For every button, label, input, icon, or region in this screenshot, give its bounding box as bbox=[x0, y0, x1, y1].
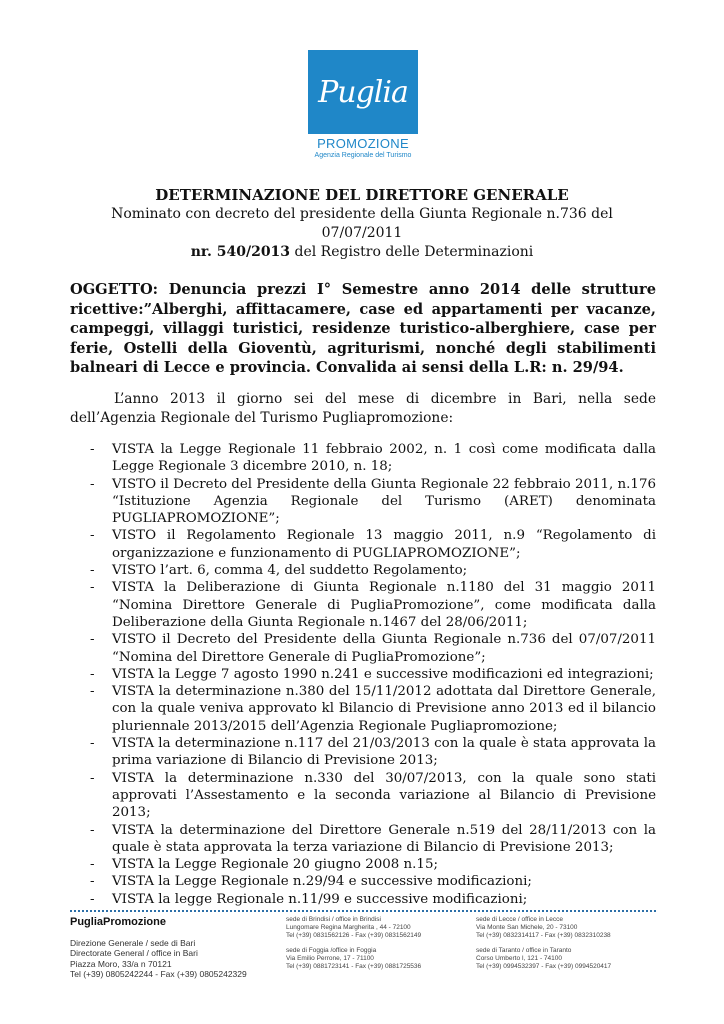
footer-line: sede di Brindisi / office in Brindisi bbox=[286, 916, 381, 923]
list-item: - VISTO il Regolamento Regionale 13 maggio 2011, n.9 “Regolamento di organizzazione e funzionamento di PUGLIAPROMOZIONE”; bbox=[70, 527, 656, 562]
list-item: - VISTA la determinazione n.117 del 21/03/2013 con la quale è stata approvata la prima variazione di Bilancio di Previsione 2013; bbox=[70, 735, 656, 770]
footer-line: Via Monte San Michele, 20 - 73100 bbox=[476, 923, 578, 931]
footer-line: Tel (+39) 0831562126 - Fax (+39) 0831562149 bbox=[286, 931, 422, 939]
footer-line: Tel (+39) 0805242244 - Fax (+39) 0805242329 bbox=[70, 969, 247, 980]
list-item: - VISTA la Legge Regionale 11 febbraio 2002, n. 1 così come modificata dalla Legge Regionale 3 dicembre 2010, n. 18; bbox=[70, 441, 656, 476]
logo-mark bbox=[308, 50, 418, 134]
list-item: - VISTA la Deliberazione di Giunta Regionale n.1180 del 31 maggio 2011 “Nomina Direttore Generale di PugliaPromozione”, come modificata dalla Deliberazione della Giunta Regionale n.1467 del 28/06/2011; bbox=[70, 579, 656, 631]
footer-line: Corso Umberto I, 121 - 74100 bbox=[476, 955, 562, 963]
list-item: - VISTA la legge Regionale n.11/99 e successive modificazioni; bbox=[70, 891, 656, 908]
list-item: - VISTA la determinazione n.380 del 15/11/2012 adottata dal Direttore Generale, con la quale veniva approvato kl Bilancio di Previsione anno 2013 ed il bilancio pluriennale 2013/2015 dell’Agenzia Regionale Pugliapromozione; bbox=[70, 683, 656, 735]
footer-line: Tel (+39) 0994532397 - Fax (+39) 0994520417 bbox=[476, 962, 612, 970]
document-title: DETERMINAZIONE DEL DIRETTORE GENERALE bbox=[155, 186, 569, 204]
list-item: - VISTA la Legge Regionale 20 giugno 2008 n.15; bbox=[70, 856, 656, 873]
footer-line: sede di Taranto / office in Taranto bbox=[476, 947, 572, 955]
list-item: - VISTA la Legge Regionale n.29/94 e successive modificazioni; bbox=[70, 873, 656, 890]
footer-line: Directorate General / office in Bari bbox=[70, 948, 198, 959]
logo-line1: PROMOZIONE bbox=[317, 136, 409, 151]
list-item: - VISTA la determinazione n.330 del 30/07/2013, con la quale sono stati approvati l’Assestamento e la seconda variazione al Bilancio di Previsione 2013; bbox=[70, 770, 656, 822]
register-line bbox=[70, 244, 654, 260]
footer-divider bbox=[70, 910, 656, 912]
logo-wordmark: Puglia bbox=[318, 74, 408, 110]
footer-line: Via Emilio Perrone, 17 - 71100 bbox=[286, 955, 374, 963]
footer-line: Tel (+39) 0881723141 - Fax (+39) 0881725536 bbox=[286, 962, 422, 970]
footer-main-office bbox=[70, 916, 275, 980]
footer-line: sede di Lecce / office in Lecce bbox=[476, 916, 563, 923]
document-subtitle: Nominato con decreto del presidente della Giunta Regionale n.736 del 07/07/2011 bbox=[111, 206, 613, 241]
footer-brand: PugliaPromozione bbox=[70, 916, 166, 928]
footer-offices-col1 bbox=[286, 916, 471, 971]
footer-line: Direzione Generale / sede di Bari bbox=[70, 938, 196, 948]
logo-line2: Agenzia Regionale del Turismo bbox=[314, 152, 412, 159]
list-item: - VISTO l’art. 6, comma 4, del suddetto Regolamento; bbox=[70, 562, 656, 579]
pugliapromozione-logo bbox=[308, 50, 418, 162]
list-item: - VISTO il Decreto del Presidente della Giunta Regionale n.736 del 07/07/2011 “Nomina del Direttore Generale di PugliaPromozione”; bbox=[70, 631, 656, 666]
footer-line: Piazza Moro, 33/a n 70121 bbox=[70, 958, 172, 969]
register-label: del Registro delle Determinazioni bbox=[290, 244, 534, 260]
list-item: - VISTO il Decreto del Presidente della Giunta Regionale 22 febbraio 2011, n.176 “Istituzione Agenzia Regionale del Turismo (ARET) denominata PUGLIAPROMOZIONE”; bbox=[70, 476, 656, 528]
premises-list bbox=[70, 441, 656, 908]
footer-line: sede di Foggia /office in Foggia bbox=[286, 947, 377, 955]
footer-offices-col2 bbox=[476, 916, 656, 971]
list-item: - VISTA la Legge 7 agosto 1990 n.241 e successive modificazioni ed integrazioni; bbox=[70, 666, 656, 683]
intro-paragraph: L’anno 2013 il giorno sei del mese di dicembre in Bari, nella sede dell’Agenzia Regionale del Turismo Pugliapromozione: bbox=[70, 391, 656, 426]
document-header bbox=[70, 186, 654, 243]
footer-line: Lungomare Regina Margherita , 44 - 72100 bbox=[286, 923, 411, 931]
determination-number: nr. 540/2013 bbox=[190, 244, 291, 260]
footer-line: Tel (+39) 0832314117 - Fax (+39) 0832310238 bbox=[476, 931, 611, 939]
subject-paragraph: OGGETTO: Denuncia prezzi I° Semestre anno 2014 delle strutture ricettive:”Alberghi, affittacamere, case ed appartamenti per vacanze, campeggi, villaggi turistici, residenze turistico-alberghiere, case per ferie, Ostelli della Gioventù, agriturismi, nonché degli stabilimenti balneari di Lecce e provincia. Convalida ai sensi della L.R: n. 29/94. bbox=[70, 281, 656, 377]
list-item: - VISTA la determinazione del Direttore Generale n.519 del 28/11/2013 con la quale è stata approvata la terza variazione di Bilancio di Previsione 2013; bbox=[70, 822, 656, 857]
